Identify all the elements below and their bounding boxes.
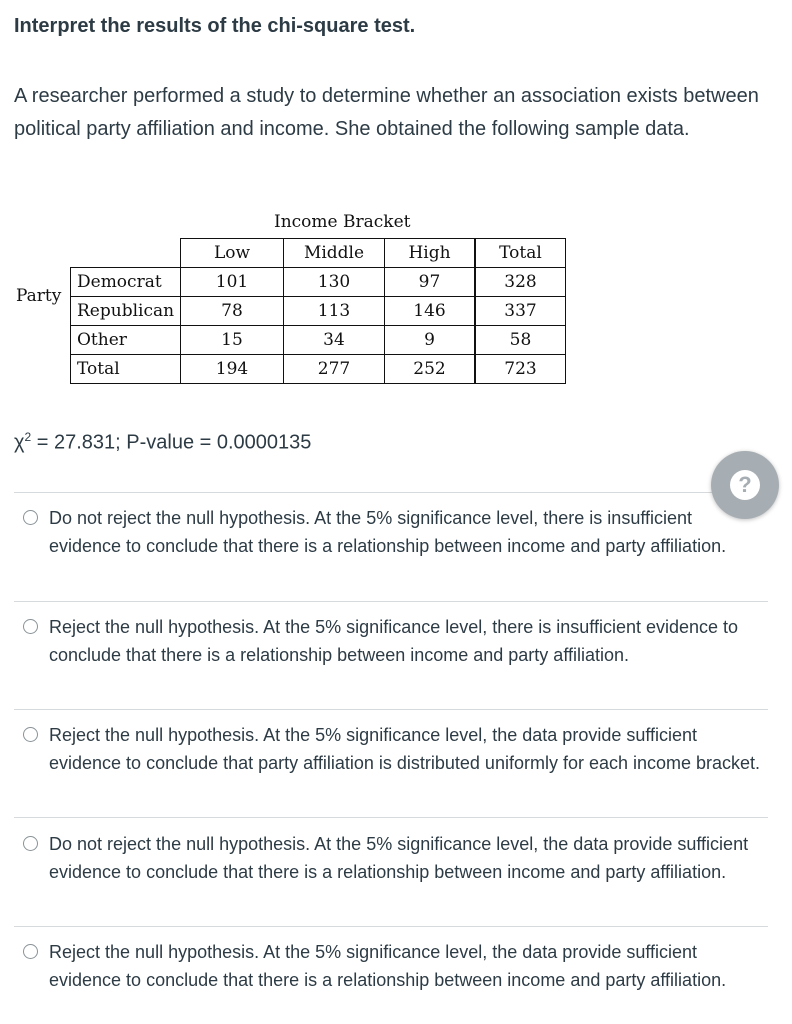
column-header: Middle <box>284 239 385 268</box>
table-cell: 97 <box>385 268 476 297</box>
table-cell: 130 <box>284 268 385 297</box>
table-cell: 58 <box>475 326 566 355</box>
divider <box>14 926 768 927</box>
statistic-text: = 27.831; P-value = 0.0000135 <box>31 431 312 454</box>
answer-option-text: Do not reject the null hypothesis. At the 5% significance level, there is insufficient evidence to conclude that there is a relationship between income and party affiliation. <box>49 508 727 556</box>
divider <box>14 601 768 602</box>
row-label: Democrat <box>71 268 181 297</box>
question-mark-icon: ? <box>730 470 760 500</box>
table-cell: 337 <box>475 297 566 326</box>
answer-option-text: Do not reject the null hypothesis. At the 5% significance level, the data provide sufficient evidence to conclude that there is a relationship between income and party affiliation. <box>49 834 749 882</box>
help-button[interactable] <box>711 451 779 519</box>
answer-option-text: Reject the null hypothesis. At the 5% significance level, the data provide sufficient evidence to conclude that there is a relationship between income and party affiliation. <box>49 942 727 990</box>
question-title: Interpret the results of the chi-square test. <box>14 15 416 37</box>
table-cell: 252 <box>385 355 476 384</box>
radio-button[interactable] <box>23 619 38 634</box>
answer-option-text: Reject the null hypothesis. At the 5% significance level, there is insufficient evidence to conclude that there is a relationship between income and party affiliation. <box>49 617 739 665</box>
contingency-table <box>70 238 566 384</box>
table-cell: 277 <box>284 355 385 384</box>
divider <box>14 492 768 493</box>
table-cell: 78 <box>181 297 284 326</box>
row-label: Total <box>71 355 181 384</box>
radio-button[interactable] <box>23 510 38 525</box>
column-header: Low <box>181 239 284 268</box>
radio-button[interactable] <box>23 727 38 742</box>
radio-button[interactable] <box>23 944 38 959</box>
table-cell: 101 <box>181 268 284 297</box>
test-statistic <box>14 430 311 455</box>
table-cell: 194 <box>181 355 284 384</box>
divider <box>14 817 768 818</box>
row-label: Other <box>71 326 181 355</box>
chi-exponent: 2 <box>24 430 32 444</box>
table-cell: 9 <box>385 326 476 355</box>
row-label: Republican <box>71 297 181 326</box>
chi-symbol: χ <box>14 431 25 454</box>
table-cell: 34 <box>284 326 385 355</box>
answer-option-text: Reject the null hypothesis. At the 5% significance level, the data provide sufficient evidence to conclude that party affiliation is distributed uniformly for each income bracket. <box>49 725 761 773</box>
divider <box>14 709 768 710</box>
table-cell: 328 <box>475 268 566 297</box>
column-header: High <box>385 239 476 268</box>
table-cell: 723 <box>475 355 566 384</box>
row-group-label: Party <box>16 286 62 306</box>
column-header: Total <box>475 239 566 268</box>
table-caption: Income Bracket <box>274 212 411 232</box>
contingency-table-figure <box>14 210 574 390</box>
question-text: A researcher performed a study to determine whether an association exists between political party affiliation and income. She obtained the following sample data. <box>14 85 759 140</box>
table-cell: 113 <box>284 297 385 326</box>
radio-button[interactable] <box>23 836 38 851</box>
table-cell: 15 <box>181 326 284 355</box>
table-cell: 146 <box>385 297 476 326</box>
table-corner <box>71 239 181 268</box>
